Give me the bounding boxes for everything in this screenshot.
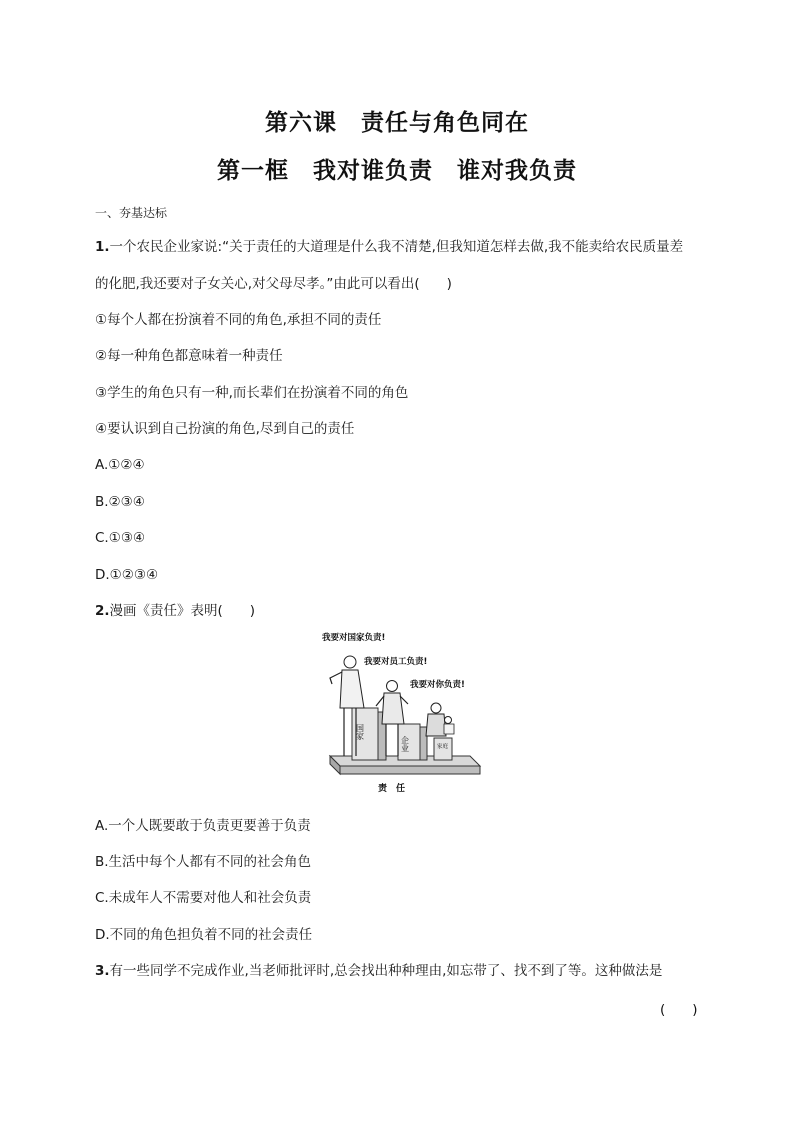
speech-country: 我要对国家负责! — [322, 633, 386, 643]
question-2-stem: 漫画《责任》表明( ) — [109, 603, 256, 619]
q2-option-d: D.不同的角色担负着不同的社会责任 — [95, 927, 313, 943]
speech-child: 我要对你负责! — [410, 680, 465, 690]
figure-1-head — [344, 656, 356, 668]
child-head — [445, 717, 452, 724]
speech-employees: 我要对员工负责! — [364, 657, 428, 667]
lesson-title: 第六课 责任与角色同在 — [265, 110, 529, 136]
q1-option-a: A.①②④ — [95, 457, 145, 473]
question-1-line-2: 的化肥,我还要对子女关心,对父母尽孝。”由此可以看出( ) — [95, 276, 452, 292]
q1-option-b: B.②③④ — [95, 494, 145, 510]
q1-option-d: D.①②③④ — [95, 567, 159, 583]
statement-3: ③学生的角色只有一种,而长辈们在扮演着不同的角色 — [95, 385, 409, 401]
question-1-stem-1: 一个农民企业家说:“关于责任的大道理是什么我不清楚,但我知道怎样去做,我不能卖给农民质量差 — [109, 239, 684, 255]
figure-2-head — [387, 681, 398, 692]
podium-country-label: 国家 — [355, 724, 365, 740]
question-1-line-1 — [95, 238, 683, 256]
platform-front — [340, 766, 480, 774]
question-3-number: 3. — [95, 963, 110, 979]
question-3-answer-paren: ( ) — [660, 1002, 698, 1018]
cartoon-caption: 责 任 — [378, 784, 406, 794]
statement-1: ①每个人都在扮演着不同的角色,承担不同的责任 — [95, 312, 382, 328]
figure-1-body — [340, 670, 364, 708]
question-2-line — [95, 602, 255, 620]
q2-option-b: B.生活中每个人都有不同的社会角色 — [95, 854, 312, 870]
q2-option-a: A.一个人既要敢于负责更要善于负责 — [95, 818, 311, 834]
statement-4: ④要认识到自己扮演的角色,尽到自己的责任 — [95, 421, 355, 437]
question-3-stem: 有一些同学不完成作业,当老师批评时,总会找出种种理由,如忘带了、找不到了等。这种做法是 — [109, 963, 663, 979]
podium-family-label: 家庭 — [437, 744, 449, 750]
section-heading: 一、夯基达标 — [95, 206, 168, 220]
figure-3-body — [426, 714, 446, 736]
statement-2: ②每一种角色都意味着一种责任 — [95, 348, 283, 364]
responsibility-cartoon — [320, 628, 490, 796]
section-subtitle: 第一框 我对谁负责 谁对我负责 — [217, 158, 577, 184]
podium-enterprise-label: 企业 — [400, 736, 410, 752]
question-2-number: 2. — [95, 603, 110, 619]
figure-3-head — [431, 703, 441, 713]
q2-option-c: C.未成年人不需要对他人和社会负责 — [95, 890, 312, 906]
question-3-line — [95, 962, 662, 980]
q1-option-c: C.①③④ — [95, 530, 146, 546]
question-1-number: 1. — [95, 239, 110, 255]
figure-2-body — [382, 693, 404, 724]
